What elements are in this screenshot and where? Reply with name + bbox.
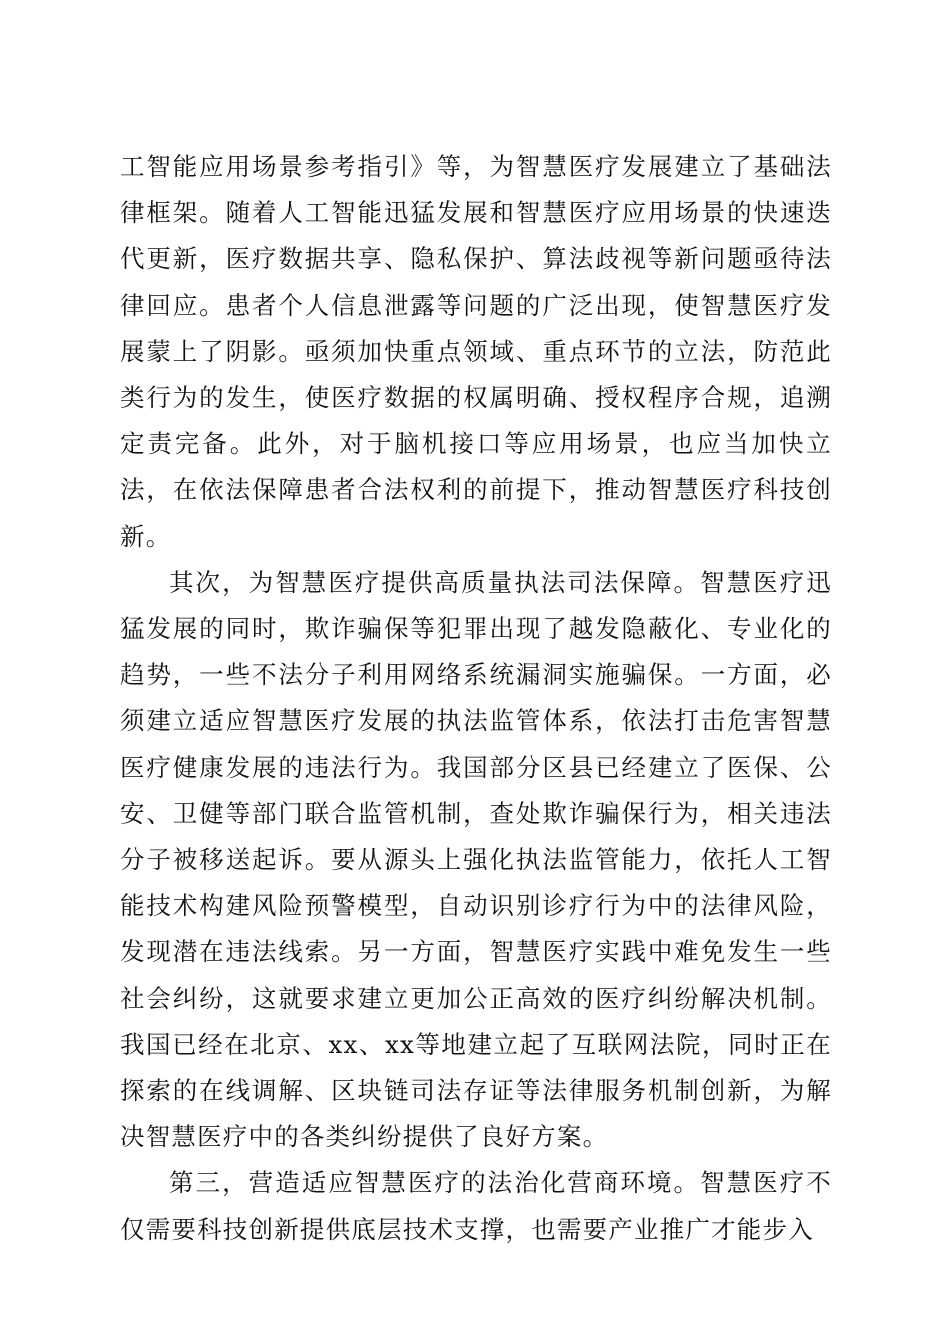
paragraph-legal-framework: 工智能应用场景参考指引》等，为智慧医疗发展建立了基础法律框架。随着人工智能迅猛发展和智慧医疗应用场景的快速迭代更新，医疗数据共享、隐私保护、算法歧视等新问题亟待法律回应。患者个人信息泄露等问题的广泛出现，使智慧医疗发展蒙上了阴影。亟须加快重点领域、重点环节的立法，防范此类行为的发生，使医疗数据的权属明确、授权程序合规，追溯定责完备。此外，对于脑机接口等应用场景，也应当加快立法，在依法保障患者合法权利的前提下，推动智慧医疗科技创新。 [120, 152, 832, 551]
document-body [120, 144, 832, 1253]
paragraph-business-environment: 第三，营造适应智慧医疗的法治化营商环境。智慧医疗不仅需要科技创新提供底层技术支撑，也需要产业推广才能步入 [120, 1168, 832, 1244]
paragraph-enforcement: 其次，为智慧医疗提供高质量执法司法保障。智慧医疗迅猛发展的同时，欺诈骗保等犯罪出现了越发隐蔽化、专业化的趋势，一些不法分子利用网络系统漏洞实施骗保。一方面，必须建立适应智慧医疗发展的执法监管体系，依法打击危害智慧医疗健康发展的违法行为。我国部分区县已经建立了医保、公安、卫健等部门联合监管机制，查处欺诈骗保行为，相关违法分子被移送起诉。要从源头上强化执法监管能力，依托人工智能技术构建风险预警模型，自动识别诊疗行为中的法律风险，发现潜在违法线索。另一方面，智慧医疗实践中难免发生一些社会纠纷，这就要求建立更加公正高效的医疗纠纷解决机制。我国已经在北京、xx、xx等地建立起了互联网法院，同时正在探索的在线调解、区块链司法存证等法律服务机制创新，为解决智慧医疗中的各类纠纷提供了良好方案。 [120, 567, 832, 1152]
